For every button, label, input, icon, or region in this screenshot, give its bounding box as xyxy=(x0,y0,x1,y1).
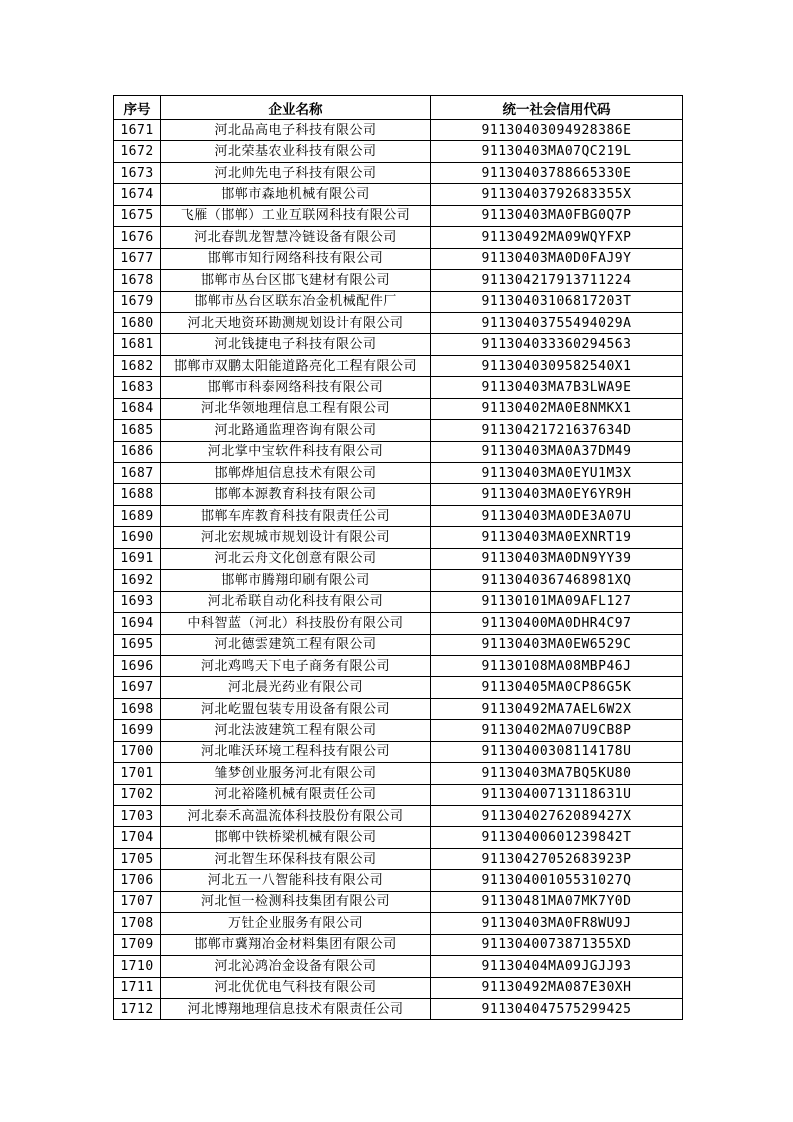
serial-cell: 1704 xyxy=(114,827,161,848)
credit-code-cell: 91130403MA0DE3A07U xyxy=(431,505,683,526)
credit-code-cell: 91130403792683355X xyxy=(431,184,683,205)
serial-cell: 1681 xyxy=(114,334,161,355)
serial-cell: 1688 xyxy=(114,484,161,505)
company-name-cell: 万钍企业服务有限公司 xyxy=(161,913,431,934)
company-name-cell: 飞雁（邯郸）工业互联网科技有限公司 xyxy=(161,205,431,226)
table-row xyxy=(114,248,683,269)
table-row xyxy=(114,998,683,1019)
table-row xyxy=(114,891,683,912)
serial-cell: 1707 xyxy=(114,891,161,912)
table-row xyxy=(114,398,683,419)
table-row xyxy=(114,527,683,548)
company-name-cell: 邯郸市知行网络科技有限公司 xyxy=(161,248,431,269)
table-row xyxy=(114,634,683,655)
serial-cell: 1702 xyxy=(114,784,161,805)
serial-cell: 1690 xyxy=(114,527,161,548)
credit-code-cell: 911304217913711224 xyxy=(431,270,683,291)
table-row xyxy=(114,291,683,312)
serial-cell: 1709 xyxy=(114,934,161,955)
serial-cell: 1683 xyxy=(114,377,161,398)
company-name-cell: 邯郸市丛台区联东冶金机械配件厂 xyxy=(161,291,431,312)
credit-code-cell: 911304047575299425 xyxy=(431,998,683,1019)
credit-code-cell: 91130402762089427X xyxy=(431,806,683,827)
company-name-cell: 河北帅先电子科技有限公司 xyxy=(161,162,431,183)
serial-cell: 1678 xyxy=(114,270,161,291)
table-row xyxy=(114,184,683,205)
company-name-cell: 河北钱捷电子科技有限公司 xyxy=(161,334,431,355)
table-header-row xyxy=(114,96,683,120)
credit-code-cell: 91130403MA0A37DM49 xyxy=(431,441,683,462)
company-name-cell: 邯郸中铁桥梁机械有限公司 xyxy=(161,827,431,848)
table-row xyxy=(114,355,683,376)
credit-code-cell: 91130400601239842T xyxy=(431,827,683,848)
table-row xyxy=(114,956,683,977)
table-row xyxy=(114,162,683,183)
table-row xyxy=(114,913,683,934)
company-name-cell: 邯郸烨旭信息技术有限公司 xyxy=(161,463,431,484)
table-row xyxy=(114,720,683,741)
table-row xyxy=(114,484,683,505)
credit-code-cell: 9113040309582540X1 xyxy=(431,355,683,376)
table-row xyxy=(114,806,683,827)
credit-code-cell: 91130402MA07U9CB8P xyxy=(431,720,683,741)
serial-cell: 1686 xyxy=(114,441,161,462)
credit-code-cell: 91130108MA08MBP46J xyxy=(431,655,683,676)
serial-cell: 1706 xyxy=(114,870,161,891)
credit-code-cell: 91130492MA7AEL6W2X xyxy=(431,698,683,719)
credit-code-cell: 91130492MA09WQYFXP xyxy=(431,227,683,248)
serial-cell: 1691 xyxy=(114,548,161,569)
serial-cell: 1697 xyxy=(114,677,161,698)
table-row xyxy=(114,827,683,848)
serial-cell: 1685 xyxy=(114,420,161,441)
table-body xyxy=(114,120,683,1020)
table-row xyxy=(114,763,683,784)
credit-code-cell: 91130403106817203T xyxy=(431,291,683,312)
credit-code-cell: 91130492MA087E30XH xyxy=(431,977,683,998)
serial-cell: 1705 xyxy=(114,848,161,869)
credit-code-cell: 91130403MA0EYU1M3X xyxy=(431,463,683,484)
serial-cell: 1698 xyxy=(114,698,161,719)
serial-cell: 1700 xyxy=(114,741,161,762)
company-name-cell: 河北裕隆机械有限责任公司 xyxy=(161,784,431,805)
credit-code-cell: 91130421721637634D xyxy=(431,420,683,441)
company-name-cell: 河北恒一检测科技集团有限公司 xyxy=(161,891,431,912)
credit-code-cell: 91130403MA0EY6YR9H xyxy=(431,484,683,505)
credit-code-cell: 91130405MA0CP86G5K xyxy=(431,677,683,698)
credit-code-cell: 91130400105531027Q xyxy=(431,870,683,891)
company-name-cell: 雏梦创业服务河北有限公司 xyxy=(161,763,431,784)
table-row xyxy=(114,698,683,719)
serial-cell: 1703 xyxy=(114,806,161,827)
credit-code-cell: 91130402MA0E8NMKX1 xyxy=(431,398,683,419)
company-name-cell: 河北德雲建筑工程有限公司 xyxy=(161,634,431,655)
company-name-cell: 河北春凯龙智慧冷链设备有限公司 xyxy=(161,227,431,248)
company-name-cell: 邯郸市冀翔冶金材料集团有限公司 xyxy=(161,934,431,955)
credit-code-cell: 9113040367468981XQ xyxy=(431,570,683,591)
serial-cell: 1711 xyxy=(114,977,161,998)
serial-cell: 1689 xyxy=(114,505,161,526)
table-row xyxy=(114,441,683,462)
table-row xyxy=(114,120,683,141)
company-name-cell: 河北晨光药业有限公司 xyxy=(161,677,431,698)
credit-code-cell: 91130101MA09AFL127 xyxy=(431,591,683,612)
credit-code-cell: 91130403MA0FBG0Q7P xyxy=(431,205,683,226)
table-row xyxy=(114,270,683,291)
table-row xyxy=(114,570,683,591)
credit-code-cell: 91130400308114178U xyxy=(431,741,683,762)
credit-code-cell: 91130403MA0D0FAJ9Y xyxy=(431,248,683,269)
credit-code-cell: 91130403MA0FR8WU9J xyxy=(431,913,683,934)
company-name-cell: 邯郸市腾翔印刷有限公司 xyxy=(161,570,431,591)
table-row xyxy=(114,377,683,398)
serial-cell: 1694 xyxy=(114,613,161,634)
company-name-cell: 邯郸市丛台区邯飞建材有限公司 xyxy=(161,270,431,291)
company-name-cell: 河北路通监理咨询有限公司 xyxy=(161,420,431,441)
company-name-cell: 河北华领地理信息工程有限公司 xyxy=(161,398,431,419)
serial-cell: 1708 xyxy=(114,913,161,934)
company-name-cell: 河北云舟文化创意有限公司 xyxy=(161,548,431,569)
company-name-cell: 河北掌中宝软件科技有限公司 xyxy=(161,441,431,462)
credit-code-cell: 91130404MA09JGJJ93 xyxy=(431,956,683,977)
credit-code-cell: 91130481MA07MK7Y0D xyxy=(431,891,683,912)
table-row xyxy=(114,655,683,676)
credit-code-cell: 91130400713118631U xyxy=(431,784,683,805)
serial-cell: 1682 xyxy=(114,355,161,376)
credit-code-cell: 91130427052683923P xyxy=(431,848,683,869)
company-name-cell: 河北优优电气科技有限公司 xyxy=(161,977,431,998)
credit-code-cell: 91130403MA7BQ5KU80 xyxy=(431,763,683,784)
table-row xyxy=(114,227,683,248)
col-header-credit-code: 统一社会信用代码 xyxy=(431,96,683,120)
company-name-cell: 河北天地资环勘测规划设计有限公司 xyxy=(161,312,431,333)
serial-cell: 1675 xyxy=(114,205,161,226)
serial-cell: 1692 xyxy=(114,570,161,591)
credit-code-cell: 91130403MA0DN9YY39 xyxy=(431,548,683,569)
company-name-cell: 河北沁鸿冶金设备有限公司 xyxy=(161,956,431,977)
serial-cell: 1673 xyxy=(114,162,161,183)
table-row xyxy=(114,548,683,569)
credit-code-cell: 91130403788665330E xyxy=(431,162,683,183)
credit-code-cell: 91130403MA7B3LWA9E xyxy=(431,377,683,398)
serial-cell: 1712 xyxy=(114,998,161,1019)
serial-cell: 1672 xyxy=(114,141,161,162)
company-name-cell: 邯郸市科泰网络科技有限公司 xyxy=(161,377,431,398)
serial-cell: 1677 xyxy=(114,248,161,269)
company-name-cell: 邯郸车库教育科技有限责任公司 xyxy=(161,505,431,526)
company-name-cell: 邯郸市双鹏太阳能道路亮化工程有限公司 xyxy=(161,355,431,376)
credit-code-cell: 91130403094928386E xyxy=(431,120,683,141)
company-name-cell: 河北宏规城市规划设计有限公司 xyxy=(161,527,431,548)
table-row xyxy=(114,784,683,805)
company-name-cell: 河北博翔地理信息技术有限责任公司 xyxy=(161,998,431,1019)
serial-cell: 1676 xyxy=(114,227,161,248)
table-row xyxy=(114,312,683,333)
company-name-cell: 河北荣基农业科技有限公司 xyxy=(161,141,431,162)
credit-code-cell: 91130403MA0EXNRT19 xyxy=(431,527,683,548)
serial-cell: 1674 xyxy=(114,184,161,205)
table-row xyxy=(114,934,683,955)
company-name-cell: 河北智生环保科技有限公司 xyxy=(161,848,431,869)
serial-cell: 1696 xyxy=(114,655,161,676)
serial-cell: 1693 xyxy=(114,591,161,612)
col-header-company-name: 企业名称 xyxy=(161,96,431,120)
table-row xyxy=(114,463,683,484)
company-name-cell: 邯郸本源教育科技有限公司 xyxy=(161,484,431,505)
table-row xyxy=(114,141,683,162)
table-row xyxy=(114,848,683,869)
table-row xyxy=(114,613,683,634)
company-name-cell: 河北品高电子科技有限公司 xyxy=(161,120,431,141)
credit-code-cell: 911304033360294563 xyxy=(431,334,683,355)
table-row xyxy=(114,205,683,226)
table-row xyxy=(114,334,683,355)
table-row xyxy=(114,591,683,612)
company-name-cell: 河北唯沃环境工程科技有限公司 xyxy=(161,741,431,762)
company-name-cell: 河北五一八智能科技有限公司 xyxy=(161,870,431,891)
serial-cell: 1679 xyxy=(114,291,161,312)
company-name-cell: 河北泰禾高温流体科技股份有限公司 xyxy=(161,806,431,827)
col-header-serial: 序号 xyxy=(114,96,161,120)
serial-cell: 1710 xyxy=(114,956,161,977)
credit-code-cell: 91130400MA0DHR4C97 xyxy=(431,613,683,634)
credit-code-cell: 9113040073871355XD xyxy=(431,934,683,955)
table-row xyxy=(114,977,683,998)
company-name-cell: 邯郸市森地机械有限公司 xyxy=(161,184,431,205)
credit-code-cell: 91130403MA0EW6529C xyxy=(431,634,683,655)
credit-code-cell: 91130403755494029A xyxy=(431,312,683,333)
credit-code-cell: 91130403MA07QC219L xyxy=(431,141,683,162)
serial-cell: 1680 xyxy=(114,312,161,333)
serial-cell: 1699 xyxy=(114,720,161,741)
table-row xyxy=(114,505,683,526)
table-row xyxy=(114,870,683,891)
table-row xyxy=(114,420,683,441)
company-name-cell: 河北鸡鸣天下电子商务有限公司 xyxy=(161,655,431,676)
serial-cell: 1684 xyxy=(114,398,161,419)
company-name-cell: 中科智蓝（河北）科技股份有限公司 xyxy=(161,613,431,634)
serial-cell: 1701 xyxy=(114,763,161,784)
table-row xyxy=(114,741,683,762)
company-name-cell: 河北希联自动化科技有限公司 xyxy=(161,591,431,612)
serial-cell: 1695 xyxy=(114,634,161,655)
company-name-cell: 河北屹盟包装专用设备有限公司 xyxy=(161,698,431,719)
serial-cell: 1687 xyxy=(114,463,161,484)
table-row xyxy=(114,677,683,698)
serial-cell: 1671 xyxy=(114,120,161,141)
company-name-cell: 河北法波建筑工程有限公司 xyxy=(161,720,431,741)
company-table xyxy=(113,95,683,1020)
